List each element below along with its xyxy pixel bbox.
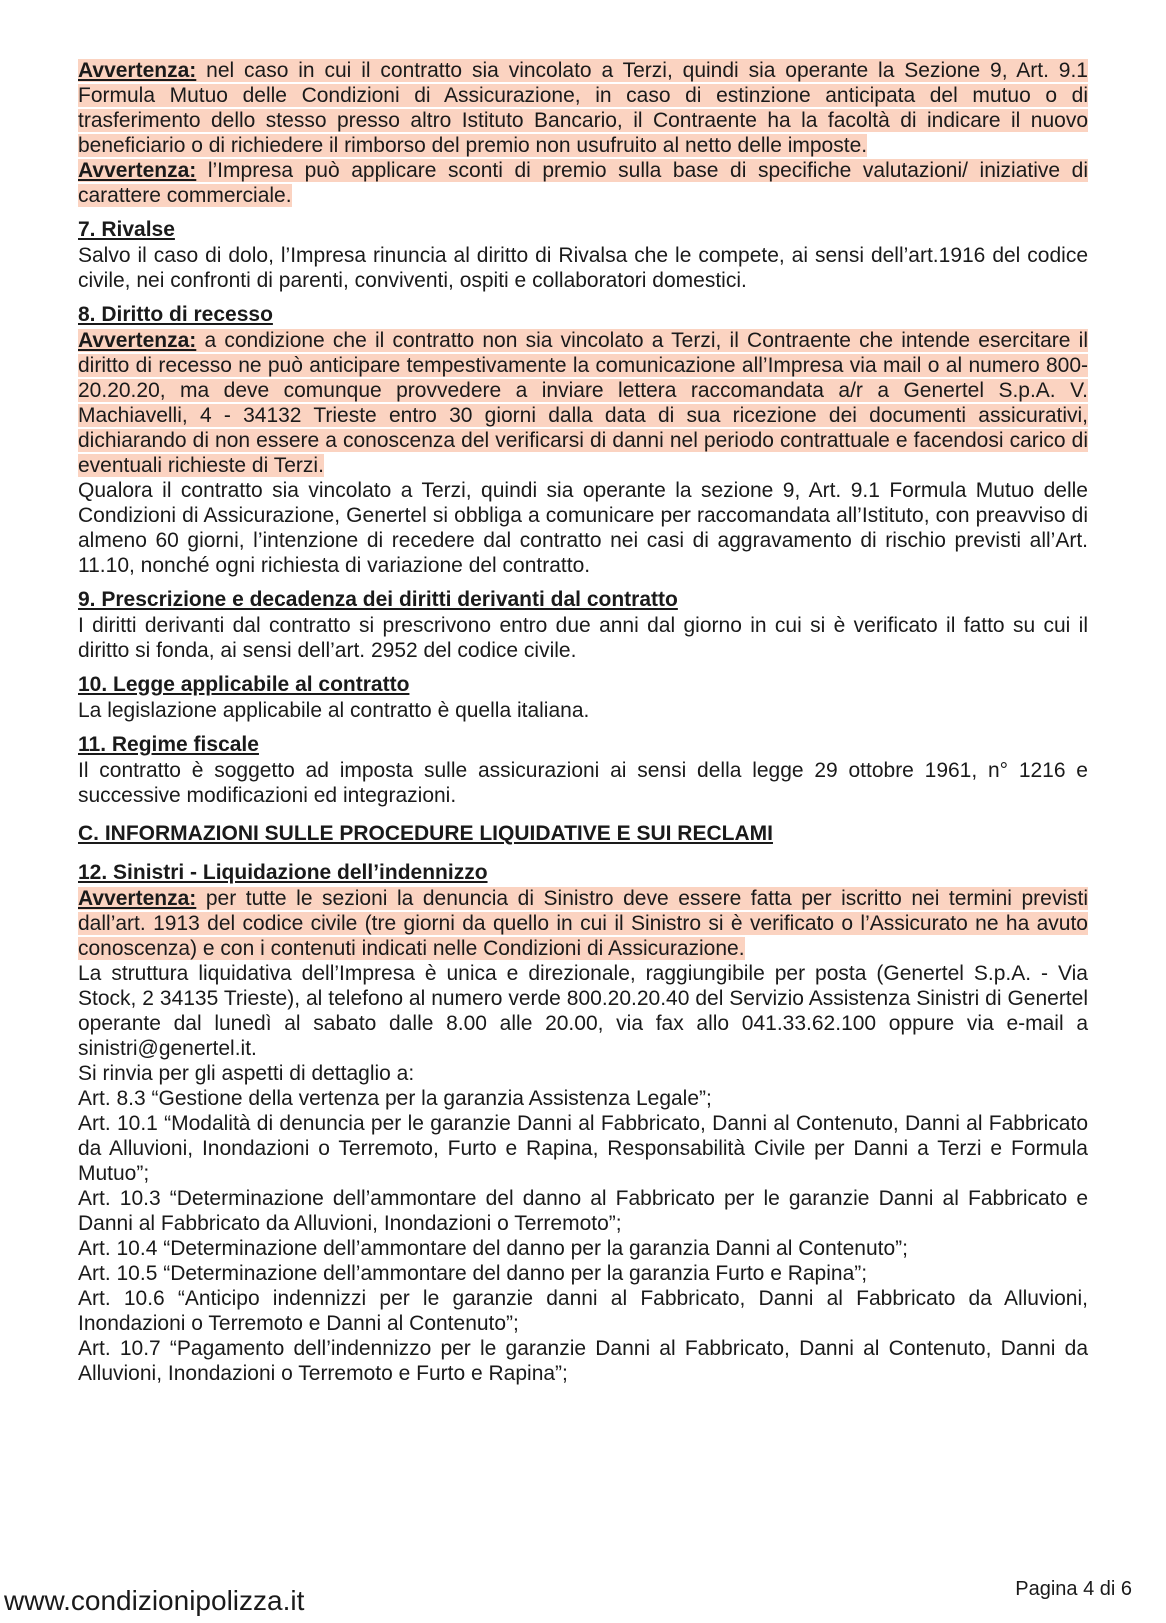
section-10-body: La legislazione applicabile al contratto è quella italiana. — [78, 699, 590, 722]
article-reference: Art. 10.5 “Determinazione dell’ammontare del danno per la garanzia Furto e Rapina”; — [78, 1262, 868, 1285]
section-11-title: 11. Regime fiscale — [78, 733, 259, 756]
website-link[interactable]: www.condizionipolizza.it — [4, 1585, 305, 1616]
article-reference: Art. 10.4 “Determinazione dell’ammontare del danno per la garanzia Danni al Contenuto”; — [78, 1237, 908, 1260]
warning-paragraph — [78, 886, 1088, 961]
article-reference: Art. 8.3 “Gestione della vertenza per la garanzia Assistenza Legale”; — [78, 1087, 712, 1110]
article-reference: Art. 10.1 “Modalità di denuncia per le garanzie Danni al Fabbricato, Danni al Contenuto, Danni al Fabbricato da Alluvioni, Inondazioni o Terremoto, Furto e Rapina, Responsabilità Civile per Danni a Terzi e Formula Mutuo”; — [78, 1112, 1088, 1185]
warning-label: Avvertenza: — [78, 59, 197, 82]
section-7-body: Salvo il caso di dolo, l’Impresa rinuncia al diritto di Rivalsa che le compete, ai sensi dell’art.1916 del codice civile, nei confronti di parenti, conviventi, ospiti e collaboratori domestici. — [78, 244, 1088, 292]
article-reference: Art. 10.7 “Pagamento dell’indennizzo per le garanzie Danni al Fabbricato, Danni al Contenuto, Danni da Alluvioni, Inondazioni o Terremoto e Furto e Rapina”; — [78, 1337, 1088, 1385]
warning-label: Avvertenza: — [78, 887, 197, 910]
document-body — [78, 58, 1088, 1386]
page-number: Pagina 4 di 6 — [1015, 1578, 1132, 1600]
warning-text: a condizione che il contratto non sia vincolato a Terzi, il Contraente che intende esercitare il diritto di recesso ne può anticipare tempestivamente la comunicazione all’Impresa via mail o al numero 800-20.20.20, ma deve comunque provvedere a inviare lettera raccomandata a/r a Genertel S.p.A. V. Machiavelli, 4 - 34132 Trieste entro 30 giorni dalla data di sua ricezione dei documenti assicurativi, dichiarando di non essere a conoscenza del verificarsi di danni nel periodo contrattuale e facendosi carico di eventuali richieste di Terzi. — [78, 329, 1088, 477]
section-7-title: 7. Rivalse — [78, 218, 175, 241]
section-8-title: 8. Diritto di recesso — [78, 303, 273, 326]
article-reference: Art. 10.3 “Determinazione dell’ammontare del danno al Fabbricato per le garanzie Danni al Fabbricato e Danni al Fabbricato da Alluvioni, Inondazioni o Terremoto”; — [78, 1187, 1088, 1235]
warning-paragraph — [78, 328, 1088, 478]
section-c-title: C. INFORMAZIONI SULLE PROCEDURE LIQUIDATIVE E SUI RECLAMI — [78, 822, 773, 845]
section-10-title: 10. Legge applicabile al contratto — [78, 673, 410, 696]
section-9-title: 9. Prescrizione e decadenza dei diritti derivanti dal contratto — [78, 588, 678, 611]
section-9-body: I diritti derivanti dal contratto si prescrivono entro due anni dal giorno in cui si è verificato il fatto su cui il diritto si fonda, ai sensi dell’art. 2952 del codice civile. — [78, 614, 1088, 662]
warning-label: Avvertenza: — [78, 159, 197, 182]
article-reference: Art. 10.6 “Anticipo indennizzi per le garanzie danni al Fabbricato, Danni al Fabbricato da Alluvioni, Inondazioni o Terremoto e Danni al Contenuto”; — [78, 1287, 1088, 1335]
warning-text: l’Impresa può applicare sconti di premio sulla base di specifiche valutazioni/ iniziative di carattere commerciale. — [78, 159, 1088, 207]
warning-text: nel caso in cui il contratto sia vincolato a Terzi, quindi sia operante la Sezione 9, Art. 9.1 Formula Mutuo delle Condizioni di Assicurazione, in caso di estinzione anticipata del mutuo o di trasferimento dello stesso presso altro Istituto Bancario, il Contraente ha la facoltà di indicare il nuovo beneficiario o di richiedere il rimborso del premio non usufruito al netto delle imposte. — [78, 59, 1088, 157]
section-12-refer-intro: Si rinvia per gli aspetti di dettaglio a: — [78, 1062, 415, 1085]
warning-paragraph — [78, 58, 1088, 158]
section-12-body: La struttura liquidativa dell’Impresa è unica e direzionale, raggiungibile per posta (Genertel S.p.A. - Via Stock, 2 34135 Trieste), al telefono al numero verde 800.20.20.40 del Servizio Assistenza Sinistri di Genertel operante dal lunedì al sabato dalle 8.00 alle 20.00, via fax allo 041.33.62.100 oppure via e-mail a sinistri@genertel.it. — [78, 962, 1088, 1060]
warning-label: Avvertenza: — [78, 329, 197, 352]
section-8-body: Qualora il contratto sia vincolato a Terzi, quindi sia operante la sezione 9, Art. 9.1 Formula Mutuo delle Condizioni di Assicurazione, Genertel si obbliga a comunicare per raccomandata all’Istituto, con preavviso di almeno 60 giorni, l’intenzione di recedere dal contratto nei casi di aggravamento di rischio previsti all’Art. 11.10, nonché ogni richiesta di variazione del contratto. — [78, 479, 1088, 577]
section-12-title: 12. Sinistri - Liquidazione dell’indennizzo — [78, 861, 488, 884]
warning-paragraph — [78, 158, 1088, 208]
section-11-body: Il contratto è soggetto ad imposta sulle assicurazioni ai sensi della legge 29 ottobre 1961, n° 1216 e successive modificazioni ed integrazioni. — [78, 759, 1088, 807]
warning-text: per tutte le sezioni la denuncia di Sinistro deve essere fatta per iscritto nei termini previsti dall’art. 1913 del codice civile (tre giorni da quello in cui il Sinistro si è verificato o l’Assicurato ne ha avuto conoscenza) e con i contenuti indicati nelle Condizioni di Assicurazione. — [78, 887, 1088, 960]
